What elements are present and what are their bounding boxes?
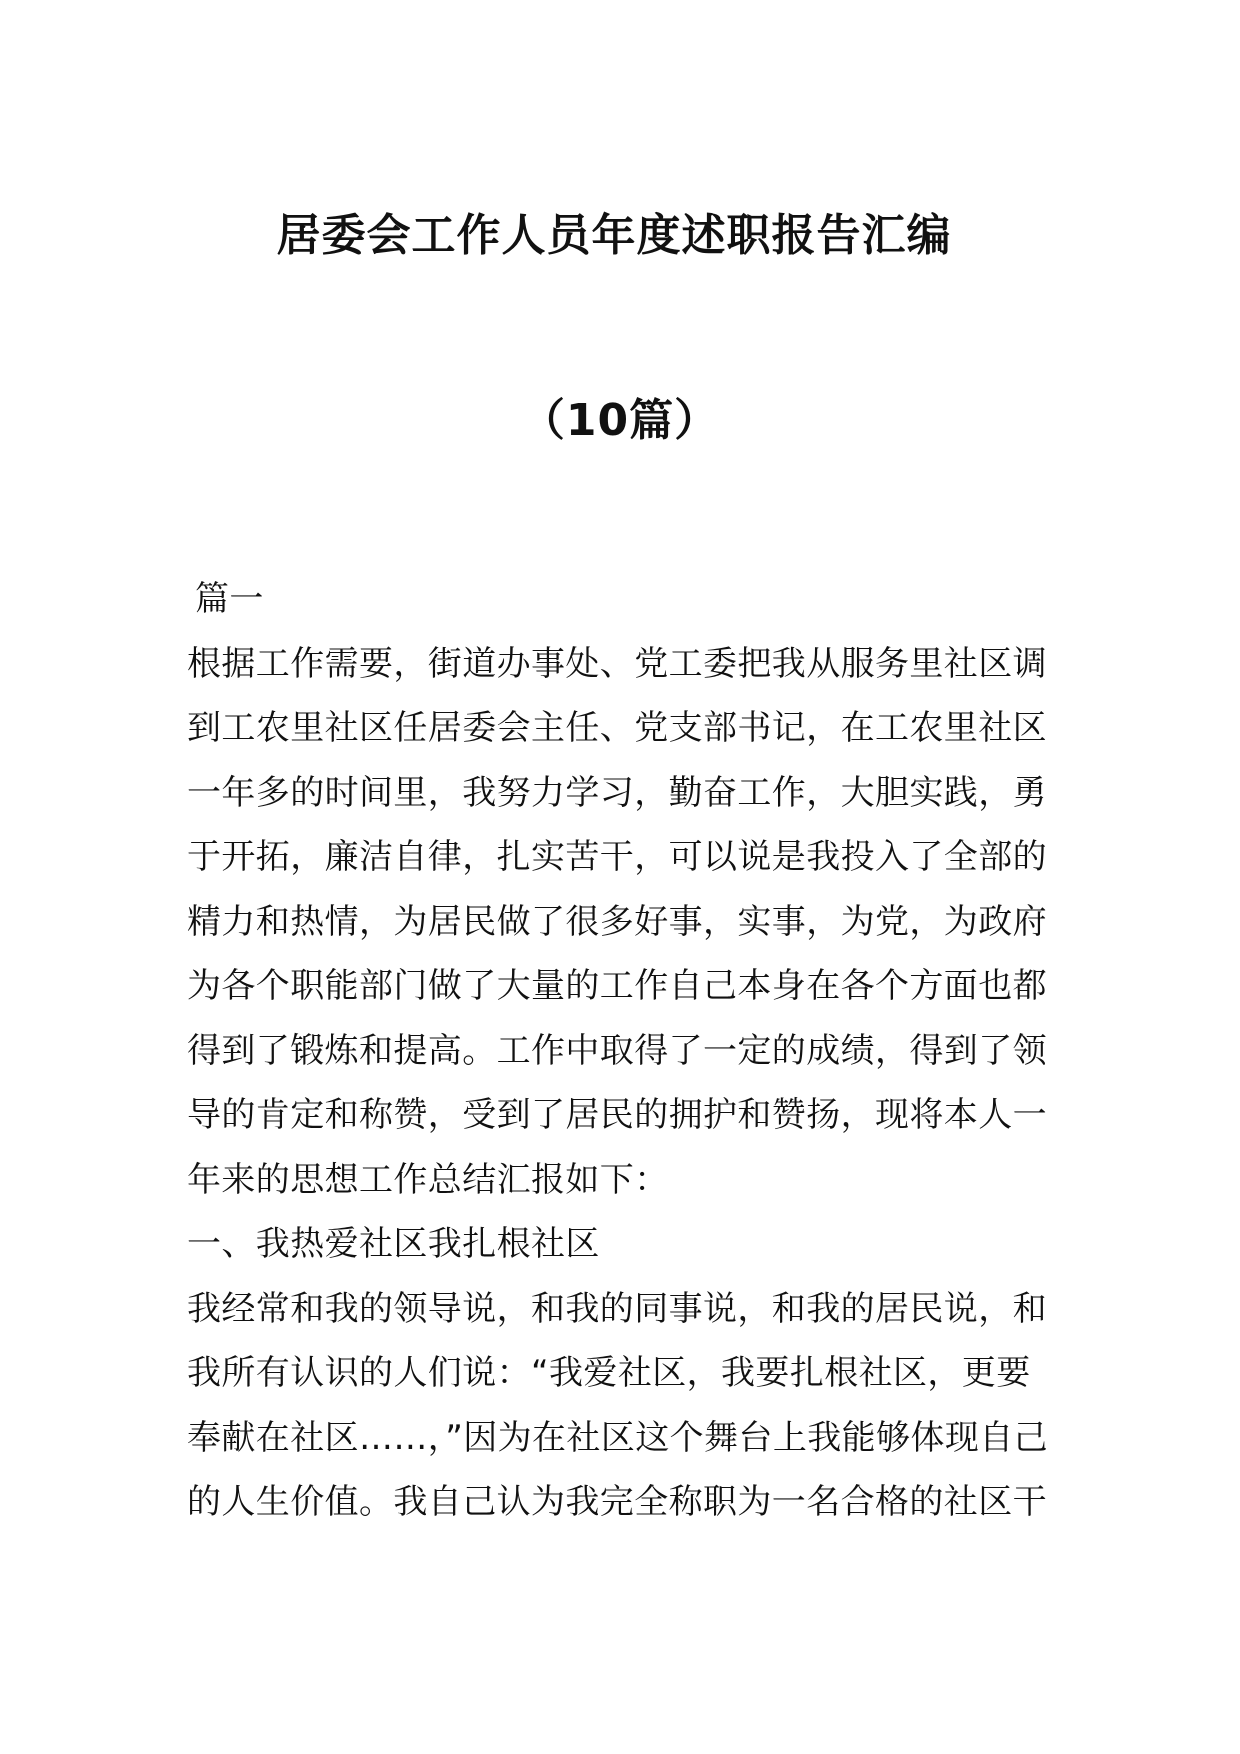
- body-line: 于开拓，廉洁自律，扎实苦干，可以说是我投入了全部的: [187, 837, 1047, 877]
- body-line: 导的肯定和称赞，受到了居民的拥护和赞扬，现将本人一: [187, 1095, 1047, 1135]
- body-line: 精力和热情，为居民做了很多好事，实事，为党，为政府: [187, 901, 1047, 942]
- document-subtitle: （10篇）: [520, 395, 720, 446]
- body-line: 得到了锻炼和提高。工作中取得了一定的成绩，得到了领: [187, 1030, 1047, 1071]
- body-line: 年来的思想工作总结汇报如下：: [187, 1159, 669, 1200]
- body-line: 的人生价值。我自己认为我完全称职为一名合格的社区干: [187, 1482, 1047, 1522]
- body-line: 我所有认识的人们说：“我爱社区，我要扎根社区，更要: [187, 1353, 1031, 1393]
- body-line: 一年多的时间里，我努力学习，勤奋工作，大胆实践，勇: [187, 772, 1047, 813]
- document-title: 居委会工作人员年度述职报告汇编: [276, 210, 952, 261]
- body-line: 根据工作需要，街道办事处、党工委把我从服务里社区调: [187, 643, 1047, 684]
- body-line: 到工农里社区任居委会主任、党支部书记，在工农里社区: [187, 708, 1047, 748]
- document-body: [187, 567, 1057, 1535]
- section-heading: 篇一: [195, 579, 264, 619]
- subheading: 一、我热爱社区我扎根社区: [187, 1224, 600, 1264]
- body-line: 我经常和我的领导说，和我的同事说，和我的居民说，和: [187, 1288, 1047, 1329]
- body-line: 为各个职能部门做了大量的工作自己本身在各个方面也都: [187, 966, 1047, 1006]
- body-line: 奉献在社区……，”因为在社区这个舞台上我能够体现自己: [187, 1417, 1049, 1458]
